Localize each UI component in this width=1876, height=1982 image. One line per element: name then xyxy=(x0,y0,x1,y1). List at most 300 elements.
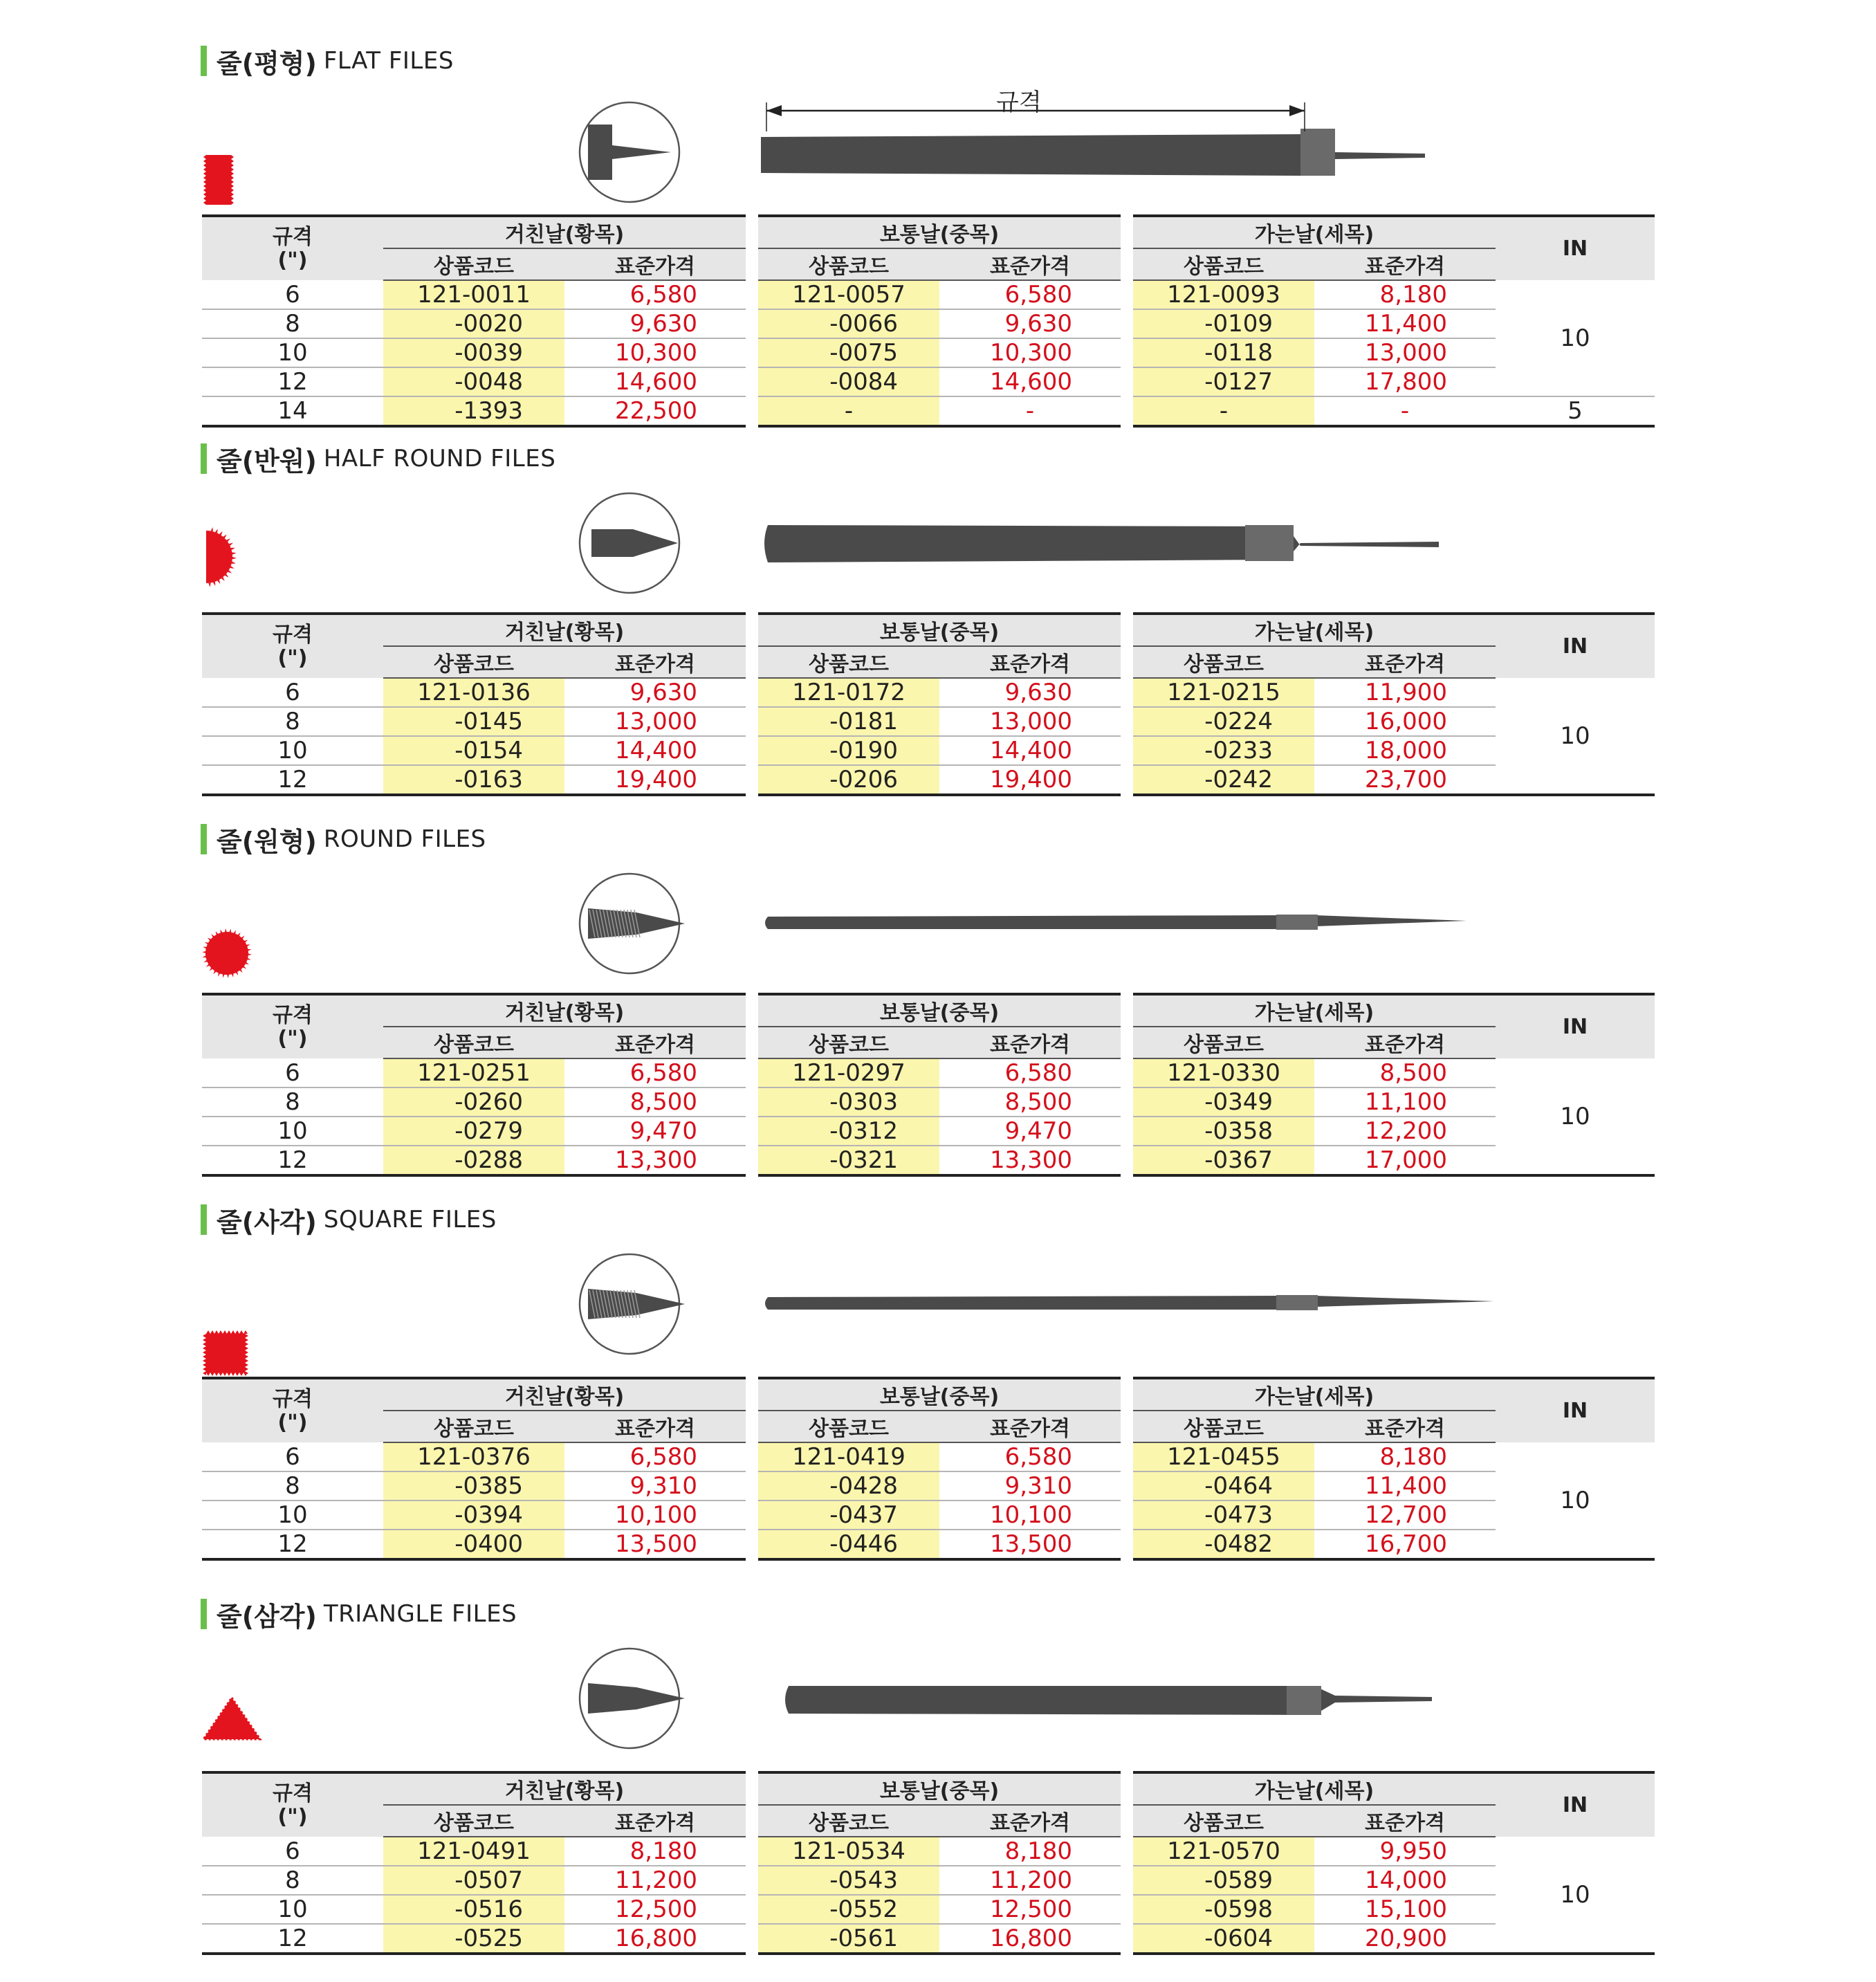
table-subheader-row xyxy=(202,1411,1655,1442)
medium-price-cell: 8,180 xyxy=(939,1837,1121,1866)
fine-price-cell: 11,400 xyxy=(1314,309,1496,338)
column-gap xyxy=(1121,1471,1133,1501)
medium-code-cell: 121-0297 xyxy=(758,1058,939,1088)
price-subheader: 표준가격 xyxy=(939,1411,1121,1442)
table-subheader-row xyxy=(202,248,1655,280)
coarse-group-header: 거친날(황목) xyxy=(383,614,746,646)
code-subheader: 상품코드 xyxy=(1133,646,1314,678)
coarse-price-cell: 14,400 xyxy=(564,736,746,765)
medium-code-cell: -0066 xyxy=(758,309,939,338)
coarse-price-cell: 10,100 xyxy=(564,1501,746,1530)
column-gap xyxy=(1121,1530,1133,1559)
column-gap xyxy=(1121,614,1133,678)
coarse-price-cell: 13,000 xyxy=(564,707,746,736)
medium-code-cell: -0206 xyxy=(758,765,939,795)
fine-price-cell: 23,700 xyxy=(1314,765,1496,795)
in-header: IN xyxy=(1496,994,1655,1058)
medium-code-cell: -0561 xyxy=(758,1924,939,1954)
size-cell: 6 xyxy=(202,1837,383,1866)
column-gap xyxy=(746,994,758,1058)
fine-price-cell: 20,900 xyxy=(1314,1924,1496,1954)
in-header: IN xyxy=(1496,1378,1655,1442)
medium-code-cell: 121-0057 xyxy=(758,280,939,309)
table-row xyxy=(202,1837,1655,1866)
medium-code-cell: 121-0419 xyxy=(758,1442,939,1471)
medium-code-cell: -0428 xyxy=(758,1471,939,1501)
coarse-code-cell: -0400 xyxy=(383,1530,564,1559)
column-gap xyxy=(746,1088,758,1117)
coarse-code-cell: -0260 xyxy=(383,1088,564,1117)
coarse-code-cell: -0145 xyxy=(383,707,564,736)
price-subheader: 표준가격 xyxy=(564,1411,746,1442)
size-cell: 6 xyxy=(202,1442,383,1471)
half-round-cross-section-icon xyxy=(201,526,249,591)
column-gap xyxy=(1121,1146,1133,1175)
coarse-price-cell: 12,500 xyxy=(564,1895,746,1924)
fine-price-cell: 8,180 xyxy=(1314,280,1496,309)
size-header: 규격 (") xyxy=(202,994,383,1058)
fine-group-header: 가는날(세목) xyxy=(1133,994,1496,1027)
price-subheader: 표준가격 xyxy=(1314,646,1496,678)
coarse-group-header: 거친날(황목) xyxy=(383,1772,746,1805)
coarse-code-cell: -0394 xyxy=(383,1501,564,1530)
coarse-group-header: 거친날(황목) xyxy=(383,1378,746,1411)
size-header: 규격 (") xyxy=(202,1772,383,1837)
column-gap xyxy=(746,707,758,736)
price-table xyxy=(202,1771,1655,1955)
column-gap xyxy=(746,1442,758,1471)
price-table xyxy=(202,612,1655,796)
medium-group-header: 보통날(중목) xyxy=(758,1772,1121,1805)
column-gap xyxy=(1121,1501,1133,1530)
column-gap xyxy=(1121,994,1133,1058)
coarse-code-cell: -0048 xyxy=(383,367,564,396)
price-subheader: 표준가격 xyxy=(564,1805,746,1837)
column-gap xyxy=(1121,280,1133,309)
column-gap xyxy=(1121,1924,1133,1954)
medium-code-cell: -0190 xyxy=(758,736,939,765)
column-gap xyxy=(1121,765,1133,795)
price-subheader: 표준가격 xyxy=(564,646,746,678)
in-value-cell: 5 xyxy=(1496,396,1655,426)
column-gap xyxy=(1121,1442,1133,1471)
column-gap xyxy=(746,280,758,309)
table-row xyxy=(202,1058,1655,1088)
fine-code-cell: 121-0215 xyxy=(1133,678,1314,707)
column-gap xyxy=(746,1895,758,1924)
coarse-price-cell: 22,500 xyxy=(564,396,746,426)
coarse-code-cell: -1393 xyxy=(383,396,564,426)
medium-code-cell: 121-0172 xyxy=(758,678,939,707)
coarse-code-cell: -0525 xyxy=(383,1924,564,1954)
fine-code-cell: -0118 xyxy=(1133,338,1314,367)
code-subheader: 상품코드 xyxy=(383,646,564,678)
size-cell: 12 xyxy=(202,367,383,396)
coarse-code-cell: 121-0011 xyxy=(383,280,564,309)
table-row xyxy=(202,367,1655,396)
table-row xyxy=(202,1471,1655,1501)
table-header-row xyxy=(202,1378,1655,1411)
medium-price-cell: 10,300 xyxy=(939,338,1121,367)
medium-price-cell: 6,580 xyxy=(939,1058,1121,1088)
size-header: 규격 (") xyxy=(202,216,383,280)
table-header-row xyxy=(202,1772,1655,1805)
fine-code-cell: -0589 xyxy=(1133,1866,1314,1895)
fine-code-cell: -0358 xyxy=(1133,1117,1314,1146)
medium-price-cell: 11,200 xyxy=(939,1866,1121,1895)
in-value-cell: 10 xyxy=(1496,280,1655,396)
table-row xyxy=(202,736,1655,765)
medium-code-cell: -0552 xyxy=(758,1895,939,1924)
fine-price-cell: 17,000 xyxy=(1314,1146,1496,1175)
column-gap xyxy=(1121,1866,1133,1895)
coarse-price-cell: 10,300 xyxy=(564,338,746,367)
fine-code-cell: -0464 xyxy=(1133,1471,1314,1501)
fine-price-cell: 13,000 xyxy=(1314,338,1496,367)
column-gap xyxy=(746,678,758,707)
square-cross-section-icon xyxy=(201,1328,250,1381)
coarse-price-cell: 13,500 xyxy=(564,1530,746,1559)
size-cell: 6 xyxy=(202,280,383,309)
dimension-label: 규격 xyxy=(996,89,1042,116)
coarse-price-cell: 13,300 xyxy=(564,1146,746,1175)
fine-code-cell: -0109 xyxy=(1133,309,1314,338)
triangle-cross-section-icon xyxy=(201,1695,263,1746)
table-row xyxy=(202,280,1655,309)
fine-price-cell: 18,000 xyxy=(1314,736,1496,765)
column-gap xyxy=(746,1924,758,1954)
section-title xyxy=(201,42,454,80)
price-table xyxy=(202,1377,1655,1561)
column-gap xyxy=(746,1117,758,1146)
column-gap xyxy=(746,614,758,678)
size-cell: 8 xyxy=(202,1471,383,1501)
table-row xyxy=(202,1530,1655,1559)
table-row xyxy=(202,338,1655,367)
price-table xyxy=(202,993,1655,1177)
column-gap xyxy=(746,765,758,795)
medium-code-cell: -0437 xyxy=(758,1501,939,1530)
price-subheader: 표준가격 xyxy=(939,1027,1121,1058)
medium-code-cell: -0181 xyxy=(758,707,939,736)
coarse-code-cell: -0516 xyxy=(383,1895,564,1924)
column-gap xyxy=(1121,1378,1133,1442)
medium-price-cell: 13,000 xyxy=(939,707,1121,736)
column-gap xyxy=(746,1378,758,1442)
fine-price-cell: 15,100 xyxy=(1314,1895,1496,1924)
fine-code-cell: -0604 xyxy=(1133,1924,1314,1954)
size-cell: 10 xyxy=(202,1895,383,1924)
column-gap xyxy=(746,396,758,426)
size-cell: 8 xyxy=(202,707,383,736)
table-row xyxy=(202,1924,1655,1954)
price-subheader: 표준가격 xyxy=(1314,248,1496,280)
fine-price-cell: 11,400 xyxy=(1314,1471,1496,1501)
medium-price-cell: 10,100 xyxy=(939,1501,1121,1530)
column-gap xyxy=(746,736,758,765)
fine-code-cell: -0224 xyxy=(1133,707,1314,736)
section-title-en: SQUARE FILES xyxy=(323,1206,497,1233)
price-subheader: 표준가격 xyxy=(564,248,746,280)
coarse-code-cell: -0279 xyxy=(383,1117,564,1146)
code-subheader: 상품코드 xyxy=(383,1027,564,1058)
medium-code-cell: -0321 xyxy=(758,1146,939,1175)
in-value-cell: 10 xyxy=(1496,1837,1655,1954)
fine-price-cell: 11,100 xyxy=(1314,1088,1496,1117)
file-section xyxy=(0,1595,1876,1982)
size-cell: 12 xyxy=(202,765,383,795)
medium-price-cell: 9,630 xyxy=(939,309,1121,338)
table-header-row xyxy=(202,614,1655,646)
coarse-code-cell: -0154 xyxy=(383,736,564,765)
code-subheader: 상품코드 xyxy=(383,248,564,280)
table-row xyxy=(202,309,1655,338)
column-gap xyxy=(1121,1058,1133,1088)
coarse-price-cell: 16,800 xyxy=(564,1924,746,1954)
column-gap xyxy=(746,216,758,280)
coarse-code-cell: -0385 xyxy=(383,1471,564,1501)
column-gap xyxy=(746,338,758,367)
medium-price-cell: 16,800 xyxy=(939,1924,1121,1954)
section-accent-bar xyxy=(201,46,207,76)
size-cell: 8 xyxy=(202,1088,383,1117)
in-header: IN xyxy=(1496,1772,1655,1837)
fine-price-cell: 9,950 xyxy=(1314,1837,1496,1866)
column-gap xyxy=(746,309,758,338)
fine-price-cell: 16,700 xyxy=(1314,1530,1496,1559)
medium-price-cell: 6,580 xyxy=(939,280,1121,309)
fine-price-cell: 8,500 xyxy=(1314,1058,1496,1088)
code-subheader: 상품코드 xyxy=(1133,1805,1314,1837)
fine-code-cell: - xyxy=(1133,396,1314,426)
in-value-cell: 10 xyxy=(1496,678,1655,795)
column-gap xyxy=(746,1530,758,1559)
section-title-en: FLAT FILES xyxy=(323,47,454,75)
size-cell: 8 xyxy=(202,309,383,338)
fine-code-cell: -0349 xyxy=(1133,1088,1314,1117)
fine-price-cell: 17,800 xyxy=(1314,367,1496,396)
table-row xyxy=(202,1895,1655,1924)
column-gap xyxy=(1121,1772,1133,1837)
medium-price-cell: - xyxy=(939,396,1121,426)
size-header: 규격 (") xyxy=(202,1378,383,1442)
coarse-price-cell: 8,180 xyxy=(564,1837,746,1866)
table-row xyxy=(202,1501,1655,1530)
fine-price-cell: - xyxy=(1314,396,1496,426)
coarse-price-cell: 9,310 xyxy=(564,1471,746,1501)
file-section xyxy=(0,42,1876,429)
code-subheader: 상품코드 xyxy=(383,1805,564,1837)
coarse-price-cell: 19,400 xyxy=(564,765,746,795)
table-subheader-row xyxy=(202,1027,1655,1058)
coarse-price-cell: 9,630 xyxy=(564,678,746,707)
section-title-ko: 줄(삼각) xyxy=(217,1601,317,1632)
medium-code-cell: -0084 xyxy=(758,367,939,396)
size-header: 규격 (") xyxy=(202,614,383,678)
price-subheader: 표준가격 xyxy=(1314,1805,1496,1837)
table-row xyxy=(202,1117,1655,1146)
code-subheader: 상품코드 xyxy=(758,248,939,280)
column-gap xyxy=(746,1058,758,1088)
section-title-ko: 줄(평형) xyxy=(217,48,317,79)
file-section xyxy=(0,820,1876,1207)
column-gap xyxy=(746,1471,758,1501)
in-value-cell: 10 xyxy=(1496,1058,1655,1175)
medium-code-cell: - xyxy=(758,396,939,426)
in-value-cell: 10 xyxy=(1496,1442,1655,1559)
fine-code-cell: 121-0093 xyxy=(1133,280,1314,309)
medium-group-header: 보통날(중목) xyxy=(758,614,1121,646)
coarse-code-cell: -0507 xyxy=(383,1866,564,1895)
section-title-ko: 줄(원형) xyxy=(217,826,317,857)
fine-price-cell: 12,700 xyxy=(1314,1501,1496,1530)
column-gap xyxy=(1121,216,1133,280)
medium-price-cell: 8,500 xyxy=(939,1088,1121,1117)
code-subheader: 상품코드 xyxy=(758,646,939,678)
size-cell: 14 xyxy=(202,396,383,426)
column-gap xyxy=(746,1501,758,1530)
fine-group-header: 가는날(세목) xyxy=(1133,1772,1496,1805)
table-header-row xyxy=(202,994,1655,1027)
table-row xyxy=(202,678,1655,707)
fine-code-cell: -0367 xyxy=(1133,1146,1314,1175)
coarse-group-header: 거친날(황목) xyxy=(383,994,746,1027)
coarse-price-cell: 11,200 xyxy=(564,1866,746,1895)
column-gap xyxy=(1121,1117,1133,1146)
section-title-ko: 줄(사각) xyxy=(217,1206,317,1238)
fine-code-cell: 121-0570 xyxy=(1133,1837,1314,1866)
fine-code-cell: -0482 xyxy=(1133,1530,1314,1559)
section-title-ko: 줄(반원) xyxy=(217,446,317,477)
column-gap xyxy=(1121,309,1133,338)
table-header-row xyxy=(202,216,1655,248)
column-gap xyxy=(1121,1088,1133,1117)
section-title-en: TRIANGLE FILES xyxy=(323,1600,517,1628)
coarse-code-cell: -0288 xyxy=(383,1146,564,1175)
coarse-price-cell: 6,580 xyxy=(564,1058,746,1088)
price-subheader: 표준가격 xyxy=(939,646,1121,678)
table-row xyxy=(202,396,1655,426)
medium-price-cell: 14,400 xyxy=(939,736,1121,765)
medium-price-cell: 6,580 xyxy=(939,1442,1121,1471)
fine-code-cell: -0233 xyxy=(1133,736,1314,765)
column-gap xyxy=(1121,338,1133,367)
column-gap xyxy=(1121,396,1133,426)
medium-code-cell: -0543 xyxy=(758,1866,939,1895)
column-gap xyxy=(1121,1895,1133,1924)
medium-code-cell: -0446 xyxy=(758,1530,939,1559)
table-row xyxy=(202,1088,1655,1117)
coarse-price-cell: 9,630 xyxy=(564,309,746,338)
coarse-code-cell: 121-0136 xyxy=(383,678,564,707)
price-subheader: 표준가격 xyxy=(1314,1027,1496,1058)
code-subheader: 상품코드 xyxy=(1133,1027,1314,1058)
table-row xyxy=(202,707,1655,736)
column-gap xyxy=(746,367,758,396)
file-section xyxy=(0,1200,1876,1588)
code-subheader: 상품코드 xyxy=(1133,248,1314,280)
column-gap xyxy=(746,1837,758,1866)
table-row xyxy=(202,1442,1655,1471)
code-subheader: 상품코드 xyxy=(758,1027,939,1058)
table-row xyxy=(202,1146,1655,1175)
table-row xyxy=(202,765,1655,795)
fine-group-header: 가는날(세목) xyxy=(1133,1378,1496,1411)
table-row xyxy=(202,1866,1655,1895)
fine-code-cell: 121-0455 xyxy=(1133,1442,1314,1471)
code-subheader: 상품코드 xyxy=(758,1411,939,1442)
price-subheader: 표준가격 xyxy=(939,1805,1121,1837)
coarse-group-header: 거친날(황목) xyxy=(383,216,746,248)
medium-code-cell: 121-0534 xyxy=(758,1837,939,1866)
file-section xyxy=(0,439,1876,827)
price-subheader: 표준가격 xyxy=(1314,1411,1496,1442)
coarse-code-cell: -0020 xyxy=(383,309,564,338)
fine-group-header: 가는날(세목) xyxy=(1133,216,1496,248)
coarse-code-cell: -0039 xyxy=(383,338,564,367)
coarse-code-cell: 121-0251 xyxy=(383,1058,564,1088)
price-subheader: 표준가격 xyxy=(564,1027,746,1058)
medium-price-cell: 12,500 xyxy=(939,1895,1121,1924)
fine-code-cell: -0473 xyxy=(1133,1501,1314,1530)
coarse-price-cell: 9,470 xyxy=(564,1117,746,1146)
medium-price-cell: 9,310 xyxy=(939,1471,1121,1501)
size-cell: 12 xyxy=(202,1924,383,1954)
fine-group-header: 가는날(세목) xyxy=(1133,614,1496,646)
code-subheader: 상품코드 xyxy=(1133,1411,1314,1442)
coarse-price-cell: 6,580 xyxy=(564,1442,746,1471)
size-cell: 12 xyxy=(202,1146,383,1175)
size-cell: 12 xyxy=(202,1530,383,1559)
medium-code-cell: -0303 xyxy=(758,1088,939,1117)
size-cell: 6 xyxy=(202,678,383,707)
table-subheader-row xyxy=(202,646,1655,678)
medium-price-cell: 9,630 xyxy=(939,678,1121,707)
medium-code-cell: -0075 xyxy=(758,338,939,367)
in-header: IN xyxy=(1496,216,1655,280)
fine-price-cell: 11,900 xyxy=(1314,678,1496,707)
size-cell: 8 xyxy=(202,1866,383,1895)
flat-cross-section-icon xyxy=(201,152,242,210)
medium-code-cell: -0312 xyxy=(758,1117,939,1146)
medium-price-cell: 14,600 xyxy=(939,367,1121,396)
table-subheader-row xyxy=(202,1805,1655,1837)
medium-group-header: 보통날(중목) xyxy=(758,994,1121,1027)
fine-price-cell: 16,000 xyxy=(1314,707,1496,736)
section-title-en: ROUND FILES xyxy=(323,825,486,853)
column-gap xyxy=(1121,736,1133,765)
size-cell: 10 xyxy=(202,338,383,367)
price-subheader: 표준가격 xyxy=(939,248,1121,280)
column-gap xyxy=(746,1772,758,1837)
column-gap xyxy=(1121,367,1133,396)
size-cell: 6 xyxy=(202,1058,383,1088)
coarse-code-cell: -0163 xyxy=(383,765,564,795)
column-gap xyxy=(1121,678,1133,707)
fine-code-cell: 121-0330 xyxy=(1133,1058,1314,1088)
medium-price-cell: 13,500 xyxy=(939,1530,1121,1559)
fine-price-cell: 8,180 xyxy=(1314,1442,1496,1471)
fine-price-cell: 14,000 xyxy=(1314,1866,1496,1895)
coarse-price-cell: 8,500 xyxy=(564,1088,746,1117)
medium-group-header: 보통날(중목) xyxy=(758,1378,1121,1411)
coarse-price-cell: 6,580 xyxy=(564,280,746,309)
column-gap xyxy=(746,1866,758,1895)
size-cell: 10 xyxy=(202,1117,383,1146)
medium-price-cell: 9,470 xyxy=(939,1117,1121,1146)
code-subheader: 상품코드 xyxy=(383,1411,564,1442)
price-table xyxy=(202,214,1655,428)
